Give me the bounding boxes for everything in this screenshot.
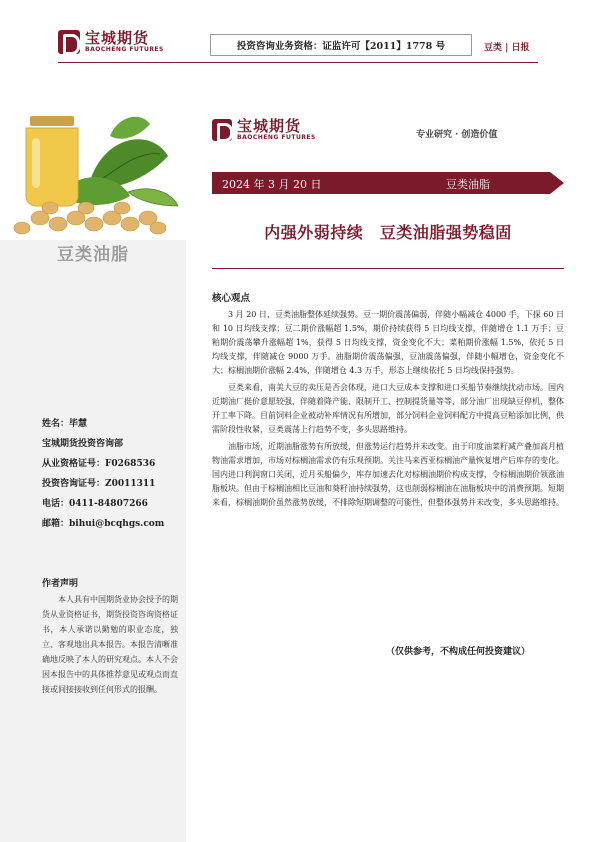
disclaimer: （仅供参考，不构成任何投资建议） (386, 647, 531, 657)
body-paragraph: 油脂市场，近期油脂涨势有所放缓，但涨势运行趋势并未改变。由于印度油菜籽减产叠加高月植物油需求增加，市场对棕榈油需求仍有乐观预期。关注马来西亚棕榈油产量恢复增产后库存的变化。国内进口利润窗口关闭，近月买船偏少，库存加速去化对棕榈油期价构成支撑，令棕榈油期价领涨油脂板块。但由于棕榈油相比豆油和葵籽油持续强势，这也削弱棕榈油在油脂板块中的消费预期。短期来看，棕榈油期价虽然涨势放缓，不排除短期调整的可能性，但整体强势并未改变，多头思路维持。 (212, 442, 564, 507)
brand-name-en-main: BAOCHENG FUTURES (237, 134, 316, 141)
brand-logo-main (212, 118, 316, 142)
slogan: 专业研究 · 创造价值 (416, 130, 498, 140)
author-statement-title: 作者声明 (42, 579, 79, 589)
date-band (212, 172, 564, 194)
brand-name-cn: 宝城期货 (85, 29, 150, 47)
author-advisory-license: 投资咨询证号：Z0011311 (42, 479, 156, 489)
brand-logo-icon (58, 30, 80, 54)
brand-name-cn-main: 宝城期货 (237, 117, 302, 135)
report-body (212, 308, 564, 513)
author-name: 姓名：毕慧 (42, 419, 88, 429)
report-headline: 内强外弱持续 豆类油脂强势稳固 (264, 223, 512, 242)
author-license: 从业资格证号：F0268536 (42, 459, 156, 469)
author-phone: 电话：0411-84807266 (42, 499, 148, 509)
header-divider (58, 62, 538, 63)
report-date: 2024 年 3 月 20 日 (222, 178, 322, 191)
brand-logo-main-icon (212, 119, 232, 141)
brand-name-en: BAOCHENG FUTURES (85, 46, 164, 53)
author-department: 宝城期货投资咨询部 (42, 439, 124, 449)
author-statement-body: 本人具有中国期货业协会授予的期货从业资格证书，期货投资咨询资格证书，本人承诺以勤勉的职业态度，独立、客观地出具本报告。本报告清晰准确地反映了本人的研究观点。本人不会因本报告中的具体推荐意见或观点而直接或间接接收到任何形式的报酬。 (42, 595, 178, 694)
author-info (42, 414, 164, 534)
headline-divider (212, 268, 564, 269)
soy-oil-illustration (0, 96, 186, 240)
soy-oil-image (0, 96, 186, 240)
qualification-box: 投资咨询业务资格：证监许可【2011】1778 号 (210, 34, 472, 56)
page-header (0, 0, 595, 64)
author-email: 邮箱：bihui@bcqhgs.com (42, 519, 165, 529)
band-arrow-decoration (550, 172, 564, 194)
sidebar-category: 豆类油脂 (57, 245, 129, 265)
body-paragraph: 3 月 20 日，豆类油脂整体延续强势。豆一期价震荡偏弱，伴随小幅减仓 4000 手，下探 60 日和 10 日均线支撑；豆二期价涨幅超 1.5%，期价持续获得 5 日均线支撑，伴随增仓 1.1 万手；豆粕期价震荡攀升涨幅超 1%，获得 5 日均线支撑，资金变化不大；菜粕期价涨幅 1.5%，依托 5 日均线支撑，伴随减仓 9000 万手。油脂期价震荡偏强，豆油震荡偏强，伴随小幅增仓，资金变化不大；棕榈油期价涨幅 2.4%，伴随增仓 4.3 万手，形态上继续依托 5 日均线保持强势。 (212, 310, 564, 375)
section-title: 核心观点 (212, 293, 251, 304)
report-category: 豆类油脂 (446, 178, 490, 191)
body-paragraph: 豆类来看，南美大豆的卖压是否会体现，进口大豆成本支撑和进口买船节奏继续扰动市场。国内近期油厂挺价意愿较强，伴随着降产能、限制开工、控制提货量等等，部分油厂出现缺豆停机，整体开工率下降。目前饲料企业被动补库情况有所增加，部分饲料企业饲料配方中提高豆粕添加比例，供需阶段性收紧，豆类震荡上行趋势不变，多头思路维持。 (212, 383, 564, 434)
brand-logo (58, 30, 164, 54)
doc-type: 豆类 | 日报 (484, 43, 530, 53)
